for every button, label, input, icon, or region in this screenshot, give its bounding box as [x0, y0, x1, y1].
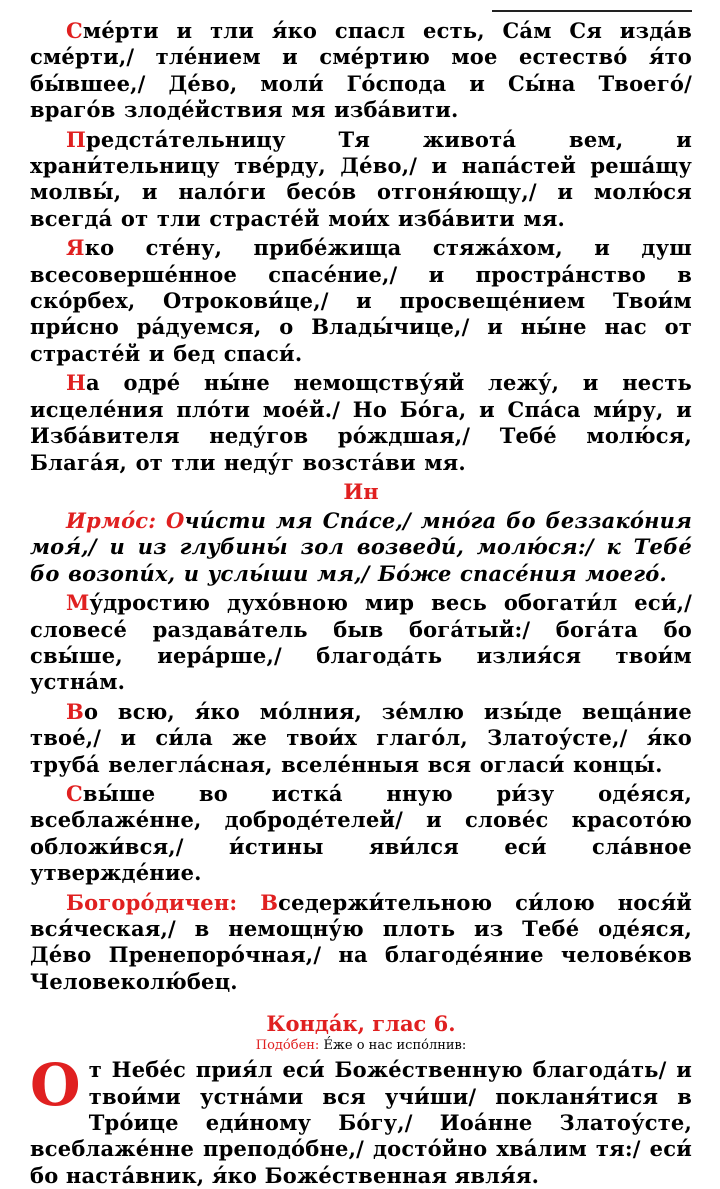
troparion-text: ко сте́ну, прибе́жища стяжа́хом, и душ всесоверше́нное спасе́ние,/ и простра́нство в ско́рбех, Отрокови́це,/ и просвеще́нием Твои́м при́сно ра́дуемся, о Влады́чице,/ и ны́не нас от страсте́й и бед спаси́. — [30, 235, 692, 366]
kondak-text-block — [30, 1051, 692, 1189]
initial-letter: С — [66, 18, 83, 43]
page — [30, 10, 692, 1189]
troparion-4 — [30, 370, 692, 476]
kondak-text: т Небе́с прия́л еси́ Боже́ственную благода́ть/ и твои́ми устна́ми вся учи́ши/ покланя́тися в Тро́ице еди́ному Бо́гу,/ Иоа́нне Златоу́сте, всеблаже́нне преподо́бне,/ досто́йно хва́лим тя:/ еси́ бо наста́вник, я́ко Боже́ственная явля́я. — [30, 1057, 692, 1188]
irmos — [30, 508, 692, 587]
bogorodichen-label: Богоро́дичен: В — [66, 889, 279, 915]
troparion-6 — [30, 699, 692, 778]
troparion-1 — [30, 18, 692, 124]
irmos-text: чи́сти мя Спа́се,/ мно́га бо беззако́ния моя́,/ и из глубины́ зол возведи́, молю́ся:/ к Тебе́ бо возопи́х, и услы́ши мя,/ Бо́же спасе́ния моего́. — [30, 507, 692, 586]
troparion-3 — [30, 235, 692, 367]
podoben-text: Е́же о нас испо́лнив: — [319, 1038, 467, 1054]
troparion-text: вы́ше во исткá нную ри́зу оде́яся, всеблаже́нне, доброде́телей/ и слове́с красото́ю обложи́вся,/ и́стины яви́лся еси́ сла́вное утвержде́ние. — [30, 780, 692, 886]
podoben-label: Подо́бен: — [255, 1038, 320, 1054]
top-rule — [492, 10, 692, 12]
troparion-text: о всю, я́ко мо́лния, зе́млю изы́де веща́ние твое́,/ и си́ла же твои́х глаго́л, Златоу́сте,/ я́ко труба́ велегла́сная, вселе́нныя вся огласи́ концы́. — [30, 698, 692, 777]
initial-letter: Я — [66, 235, 85, 261]
troparion-2 — [30, 127, 692, 233]
troparion-5 — [30, 590, 692, 696]
initial-letter: М — [66, 590, 90, 616]
troparion-text: а одре́ ны́не немощству́яй лежу́, и несть исцеле́ния пло́ти мое́й./ Но Бо́га, и Спа́са ми́ру, и Изба́вителя неду́гов ро́ждшая,/ Тебе́ молю́ся, Блага́я, от тли неду́г возста́ви мя. — [30, 370, 692, 475]
podoben-line — [30, 1037, 692, 1055]
drop-cap-initial: О — [30, 1051, 81, 1120]
troparion-7 — [30, 781, 692, 887]
initial-letter: В — [66, 698, 84, 724]
initial-letter: С — [66, 780, 83, 806]
troparion-text: ме́рти и тли я́ко спасл есть, Са́м Ся изда́в сме́рти,/ тле́нием и сме́ртию мое естество́ я́то бы́вшее,/ Де́во, моли́ Го́спода и Сы́на Твоего́/ враго́в злоде́йствия мя изба́вити. — [30, 18, 692, 123]
in-heading: Ин — [343, 478, 379, 504]
initial-letter: П — [66, 126, 87, 152]
irmos-label: Ирмо́с: О — [66, 507, 185, 533]
bogorodichen — [30, 890, 692, 996]
bogorodichen-text: седержи́тельною си́лою нося́й вся́ческая,/ в немощну́ю плоть из Тебе́ оде́яся, Де́во Пренепоро́чная,/ на благоде́яние челове́ков Человеколю́бец. — [30, 889, 692, 994]
troparion-text: редста́тельницу Тя живота́ вем, и храни́тельницу тве́рду, Де́во,/ и напа́стей реша́щу молвы́, и нало́ги бесо́в отгоня́ющу,/ и молю́ся всегда́ от тли страсте́й мои́х изба́вити мя. — [30, 126, 692, 231]
troparion-text: у́дростию духо́вною мир весь обогати́л еси́,/ словесе́ раздава́тель быв бога́тый:/ бога́та бо свы́ше, иера́рше,/ благода́ть излия́ся твои́м устна́м. — [30, 590, 692, 695]
kondak-title: Конда́к, глас 6. — [266, 1011, 456, 1037]
initial-letter: Н — [66, 370, 87, 396]
